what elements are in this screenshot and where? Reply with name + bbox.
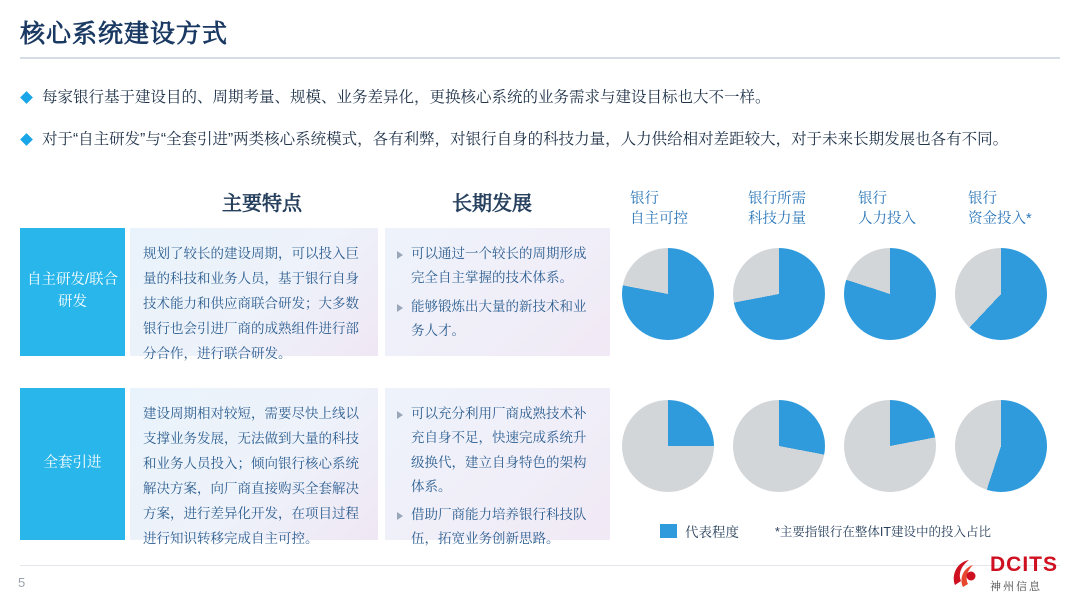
column-header-long-term: 长期发展 [452, 193, 532, 215]
long-term-cell-row1 [385, 228, 610, 356]
list-item: 可以通过一个较长的周期形成完全自主掌握的技术体系。 [395, 242, 598, 291]
legend-swatch-icon [660, 524, 677, 538]
footer-divider [20, 565, 1060, 566]
bullet-item-2 [22, 129, 1008, 151]
legend-note: *主要指银行在整体IT建设中的投入占比 [775, 525, 991, 539]
logo-text-main: DCITS [990, 553, 1058, 576]
feature-cell-row2: 建设周期相对较短，需要尽快上线以支撑业务发展，无法做到大量的科技和业务人员投入；倾向银行核心系统解决方案，向厂商直接购买全套解决方案，进行差异化开发，在项目过程进行知识转移完成自主可控。 [130, 388, 378, 540]
long-term-cell-row2 [385, 388, 610, 547]
pie-chart-r1-c2 [733, 248, 825, 340]
pie-chart-r2-c3 [844, 400, 936, 492]
pie-header-1: 银行 自主可控 [630, 191, 688, 227]
legend-label: 代表程度 [685, 525, 739, 540]
dcits-mark-icon [949, 557, 983, 591]
legend [660, 521, 739, 541]
pie-header-4: 银行 资金投入* [968, 191, 1032, 227]
long-term-list-row1 [395, 242, 598, 343]
row-label-self-developed: 自主研发/联合研发 [20, 228, 125, 356]
pie-chart-r1-c4 [955, 248, 1047, 340]
bullet-item-1 [22, 87, 771, 109]
long-term-list-row2 [395, 402, 598, 552]
page-title: 核心系统建设方式 [20, 20, 229, 48]
diamond-bullet-icon [20, 91, 33, 104]
page-number: 5 [18, 575, 26, 590]
feature-cell-row1: 规划了较长的建设周期，可以投入巨量的科技和业务人员，基于银行自身技术能力和供应商联合研发；大多数银行也会引进厂商的成熟组件进行部分合作，进行联合研发。 [130, 228, 378, 356]
title-divider [20, 57, 1060, 59]
pie-chart-r1-c3 [844, 248, 936, 340]
pie-chart-r2-c4 [955, 400, 1047, 492]
logo-text-sub: 神州信息 [990, 581, 1042, 593]
pie-chart-r2-c1 [622, 400, 714, 492]
pie-chart-r1-c1 [622, 248, 714, 340]
diamond-bullet-icon [20, 133, 33, 146]
list-item: 能够锻炼出大量的新技术和业务人才。 [395, 295, 598, 344]
bullet-text-1: 每家银行基于建设目的、周期考量、规模、业务差异化，更换核心系统的业务需求与建设目标也大不一样。 [42, 89, 771, 106]
list-item: 借助厂商能力培养银行科技队伍，拓宽业务创新思路。 [395, 503, 598, 552]
bullet-text-2: 对于“自主研发”与“全套引进”两类核心系统模式，各有利弊，对银行自身的科技力量，人力供给相对差距较大，对于未来长期发展也各有不同。 [42, 131, 1009, 148]
pie-header-3: 银行 人力投入 [858, 191, 916, 227]
row-label-full-import: 全套引进 [20, 388, 125, 540]
list-item: 可以充分利用厂商成熟技术补充自身不足，快速完成系统升级换代，建立自身特色的架构体系。 [395, 402, 598, 499]
company-logo [949, 554, 1058, 594]
pie-header-2: 银行所需 科技力量 [748, 191, 806, 227]
column-header-main-features: 主要特点 [222, 193, 302, 215]
pie-chart-r2-c2 [733, 400, 825, 492]
